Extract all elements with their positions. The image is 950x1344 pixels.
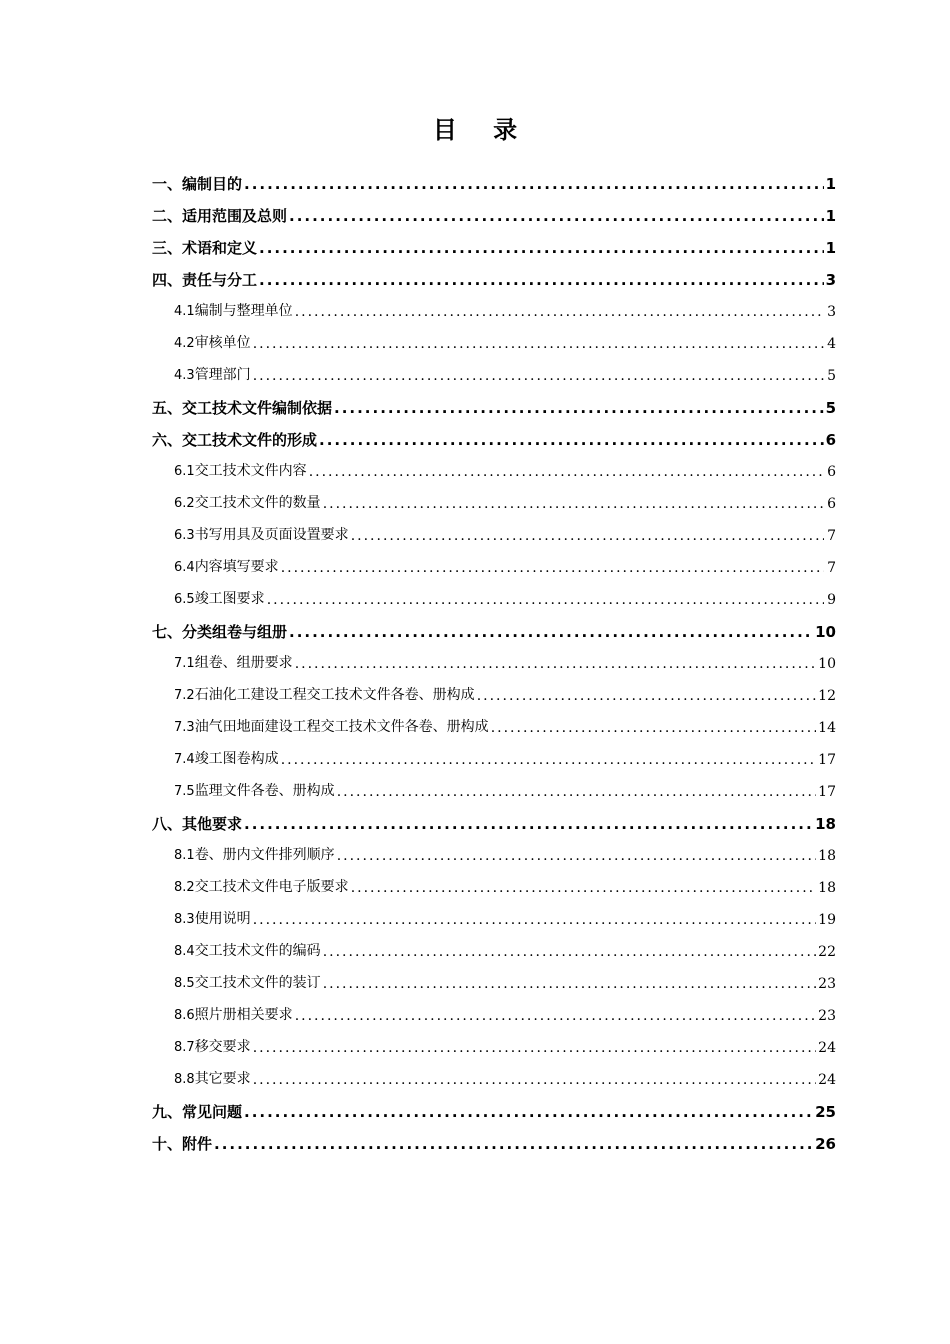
toc-entry-page: 3 bbox=[825, 271, 836, 289]
toc-subentry-text: 8.5交工技术文件的装订 bbox=[174, 975, 321, 991]
toc-subentry-7-5[interactable] bbox=[152, 776, 836, 808]
toc-entry-text: 六、交工技术文件的形成 bbox=[152, 431, 318, 449]
toc-entry-10[interactable] bbox=[152, 1128, 836, 1160]
toc-entry-page: 24 bbox=[818, 1072, 836, 1088]
toc-leader bbox=[295, 1000, 816, 1032]
toc-leader bbox=[259, 264, 824, 296]
toc-entry-page: 1 bbox=[825, 175, 836, 193]
toc-entry-page: 18 bbox=[815, 815, 836, 833]
toc-subentry-6-4[interactable] bbox=[152, 552, 836, 584]
toc-subentry-text: 8.3使用说明 bbox=[174, 911, 251, 927]
toc-entry-page: 3 bbox=[827, 304, 836, 320]
toc-subentry-7-3[interactable] bbox=[152, 712, 836, 744]
toc-entry-page: 14 bbox=[818, 720, 836, 736]
toc-entry-page: 24 bbox=[818, 1040, 836, 1056]
toc-subentry-text: 7.4竣工图卷构成 bbox=[174, 751, 279, 767]
toc-leader bbox=[323, 936, 816, 968]
toc-subentry-text: 4.1编制与整理单位 bbox=[174, 303, 293, 319]
toc-subentry-8-3[interactable] bbox=[152, 904, 836, 936]
toc-leader bbox=[244, 808, 813, 840]
toc-entry-text: 八、其他要求 bbox=[152, 815, 243, 833]
toc-leader bbox=[214, 1128, 813, 1160]
toc-leader bbox=[477, 680, 816, 712]
toc-subentry-text: 8.2交工技术文件电子版要求 bbox=[174, 879, 349, 895]
toc-leader bbox=[281, 552, 824, 584]
page-title: 目 录 bbox=[432, 116, 532, 144]
toc-leader bbox=[253, 328, 824, 360]
toc-entry-page: 4 bbox=[827, 336, 836, 352]
toc-entry-page: 17 bbox=[818, 784, 836, 800]
toc-leader bbox=[337, 776, 816, 808]
toc-entry-page: 18 bbox=[818, 880, 836, 896]
table-of-contents bbox=[152, 168, 836, 1160]
toc-subentry-8-8[interactable] bbox=[152, 1064, 836, 1096]
toc-entry-page: 6 bbox=[827, 464, 836, 480]
toc-leader bbox=[295, 648, 816, 680]
toc-subentry-text: 8.6照片册相关要求 bbox=[174, 1007, 293, 1023]
toc-subentry-4-2[interactable] bbox=[152, 328, 836, 360]
toc-entry-page: 26 bbox=[815, 1135, 836, 1153]
toc-leader bbox=[319, 424, 824, 456]
toc-entry-text: 五、交工技术文件编制依据 bbox=[152, 399, 333, 417]
toc-subentry-4-3[interactable] bbox=[152, 360, 836, 392]
toc-subentry-text: 7.3油气田地面建设工程交工技术文件各卷、册构成 bbox=[174, 719, 489, 735]
toc-subentry-6-1[interactable] bbox=[152, 456, 836, 488]
toc-subentry-text: 8.7移交要求 bbox=[174, 1039, 251, 1055]
toc-leader bbox=[259, 232, 824, 264]
toc-leader bbox=[289, 616, 813, 648]
toc-subentry-text: 6.2交工技术文件的数量 bbox=[174, 495, 321, 511]
toc-entry-page: 22 bbox=[818, 944, 836, 960]
toc-entry-4[interactable] bbox=[152, 264, 836, 296]
toc-subentry-text: 7.5监理文件各卷、册构成 bbox=[174, 783, 335, 799]
toc-subentry-text: 6.5竣工图要求 bbox=[174, 591, 265, 607]
toc-subentry-7-4[interactable] bbox=[152, 744, 836, 776]
toc-entry-page: 18 bbox=[818, 848, 836, 864]
toc-leader bbox=[295, 296, 824, 328]
toc-subentry-text: 8.8其它要求 bbox=[174, 1071, 251, 1087]
toc-entry-page: 5 bbox=[827, 368, 836, 384]
toc-subentry-8-2[interactable] bbox=[152, 872, 836, 904]
toc-subentry-7-2[interactable] bbox=[152, 680, 836, 712]
toc-entry-page: 17 bbox=[818, 752, 836, 768]
toc-leader bbox=[491, 712, 816, 744]
toc-subentry-8-1[interactable] bbox=[152, 840, 836, 872]
toc-entry-page: 7 bbox=[827, 560, 836, 576]
toc-entry-page: 1 bbox=[825, 239, 836, 257]
toc-entry-text: 三、术语和定义 bbox=[152, 239, 258, 257]
toc-leader bbox=[289, 200, 824, 232]
toc-subentry-text: 6.4内容填写要求 bbox=[174, 559, 279, 575]
toc-subentry-6-3[interactable] bbox=[152, 520, 836, 552]
toc-leader bbox=[253, 1064, 816, 1096]
toc-subentry-text: 7.1组卷、组册要求 bbox=[174, 655, 293, 671]
toc-leader bbox=[323, 488, 824, 520]
toc-entry-page: 25 bbox=[815, 1103, 836, 1121]
toc-entry-page: 23 bbox=[818, 976, 836, 992]
toc-entry-page: 1 bbox=[825, 207, 836, 225]
toc-entry-page: 6 bbox=[825, 431, 836, 449]
toc-entry-text: 七、分类组卷与组册 bbox=[152, 623, 288, 641]
toc-subentry-6-5[interactable] bbox=[152, 584, 836, 616]
toc-entry-page: 19 bbox=[818, 912, 836, 928]
toc-subentry-text: 4.3管理部门 bbox=[174, 367, 251, 383]
toc-entry-text: 九、常见问题 bbox=[152, 1103, 243, 1121]
toc-entry-1[interactable] bbox=[152, 168, 836, 200]
toc-subentry-4-1[interactable] bbox=[152, 296, 836, 328]
toc-entry-page: 9 bbox=[827, 592, 836, 608]
toc-subentry-8-5[interactable] bbox=[152, 968, 836, 1000]
toc-entry-2[interactable] bbox=[152, 200, 836, 232]
toc-leader bbox=[351, 520, 824, 552]
toc-leader bbox=[337, 840, 816, 872]
toc-subentry-8-7[interactable] bbox=[152, 1032, 836, 1064]
toc-subentry-text: 7.2石油化工建设工程交工技术文件各卷、册构成 bbox=[174, 687, 475, 703]
toc-entry-7[interactable] bbox=[152, 616, 836, 648]
toc-leader bbox=[244, 168, 824, 200]
toc-leader bbox=[334, 392, 824, 424]
toc-entry-9[interactable] bbox=[152, 1096, 836, 1128]
toc-entry-6[interactable] bbox=[152, 424, 836, 456]
toc-leader bbox=[253, 1032, 816, 1064]
toc-leader bbox=[351, 872, 816, 904]
toc-entry-page: 7 bbox=[827, 528, 836, 544]
toc-subentry-7-1[interactable] bbox=[152, 648, 836, 680]
toc-entry-page: 12 bbox=[818, 688, 836, 704]
toc-entry-page: 5 bbox=[825, 399, 836, 417]
toc-entry-text: 一、编制目的 bbox=[152, 175, 243, 193]
toc-entry-page: 10 bbox=[818, 656, 836, 672]
toc-entry-page: 6 bbox=[827, 496, 836, 512]
toc-subentry-8-4[interactable] bbox=[152, 936, 836, 968]
toc-entry-5[interactable] bbox=[152, 392, 836, 424]
toc-subentry-text: 6.3书写用具及页面设置要求 bbox=[174, 527, 349, 543]
toc-leader bbox=[244, 1096, 813, 1128]
toc-leader bbox=[281, 744, 816, 776]
toc-entry-text: 二、适用范围及总则 bbox=[152, 207, 288, 225]
toc-subentry-text: 4.2审核单位 bbox=[174, 335, 251, 351]
toc-leader bbox=[267, 584, 824, 616]
toc-entry-text: 十、附件 bbox=[152, 1135, 213, 1153]
toc-entry-3[interactable] bbox=[152, 232, 836, 264]
toc-leader bbox=[323, 968, 816, 1000]
toc-entry-text: 四、责任与分工 bbox=[152, 271, 258, 289]
toc-leader bbox=[309, 456, 824, 488]
toc-subentry-text: 8.1卷、册内文件排列顺序 bbox=[174, 847, 335, 863]
toc-subentry-text: 6.1交工技术文件内容 bbox=[174, 463, 307, 479]
toc-subentry-8-6[interactable] bbox=[152, 1000, 836, 1032]
toc-leader bbox=[253, 904, 816, 936]
toc-subentry-text: 8.4交工技术文件的编码 bbox=[174, 943, 321, 959]
toc-entry-page: 23 bbox=[818, 1008, 836, 1024]
toc-subentry-6-2[interactable] bbox=[152, 488, 836, 520]
toc-entry-8[interactable] bbox=[152, 808, 836, 840]
toc-leader bbox=[253, 360, 824, 392]
toc-entry-page: 10 bbox=[815, 623, 836, 641]
